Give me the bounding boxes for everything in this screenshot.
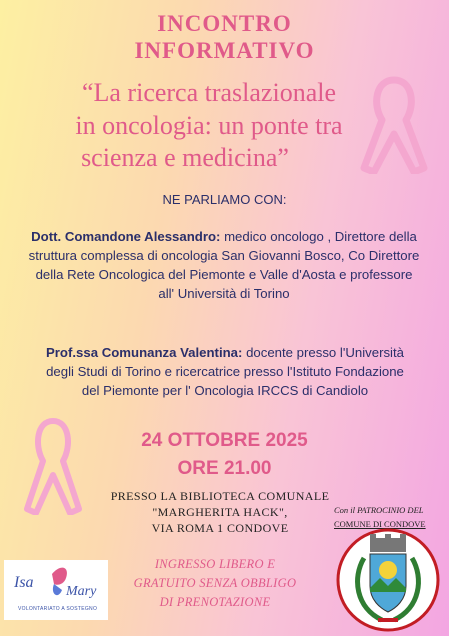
admission-line-1: INGRESSO LIBERO E (154, 557, 276, 571)
venue-line-2: "MARGHERITA HACK", (152, 505, 288, 519)
quote-line-1: “La ricerca traslazionale (81, 78, 337, 107)
patronage-line-2: COMUNE DI CONDOVE (334, 519, 426, 529)
logo-text-1: Isa (14, 574, 34, 591)
speaker-2-name: Prof.ssa Comunanza Valentina: (46, 345, 243, 360)
title-line-1: INCONTRO (157, 11, 292, 36)
admission-line-2: GRATUITO SENZA OBBLIGO (133, 576, 297, 590)
patronage-line-1: Con il PATROCINIO DEL (334, 505, 424, 515)
intro-text: NE PARLIAMO CON: (162, 192, 287, 207)
ribbon-icon (358, 74, 430, 174)
quote-line-2: in oncologia: un ponte tra (75, 111, 343, 140)
logo-tagline: VOLONTARIATO A SOSTEGNO (18, 606, 98, 612)
speaker-2-description: docente presso l'Università degli Studi di Torino e ricercatrice presso l'Istituto Fondazione del Piemonte per l' Oncologia IRCCS di Candiolo (46, 345, 404, 398)
speaker-2-block (40, 343, 410, 400)
event-time: ORE 21.00 (177, 458, 272, 479)
speaker-1-name: Dott. Comandone Alessandro: (31, 229, 221, 244)
association-logo (4, 560, 108, 620)
title-line-2: INFORMATIVO (134, 38, 315, 63)
admission-line-3: DI PRENOTAZIONE (159, 595, 271, 609)
venue-line-3: VIA ROMA 1 CONDOVE (151, 521, 289, 535)
patronage-text (334, 503, 442, 531)
logo-text-2: Mary (66, 584, 97, 599)
municipal-crest-logo (334, 528, 442, 632)
speaker-1-block (28, 227, 420, 303)
speaker-1-description: medico oncologo , Direttore della struttura complessa di oncologia San Giovanni Bosco, Co Direttore della Rete Oncologica del Piemonte e Valle d'Aosta e professore all' Università di Torino (28, 229, 420, 301)
venue-line-1: PRESSO LA BIBLIOTECA COMUNALE (110, 489, 330, 503)
event-date: 24 OTTOBRE 2025 (141, 430, 308, 451)
quote-line-3: scienza e medicina” (81, 143, 289, 172)
